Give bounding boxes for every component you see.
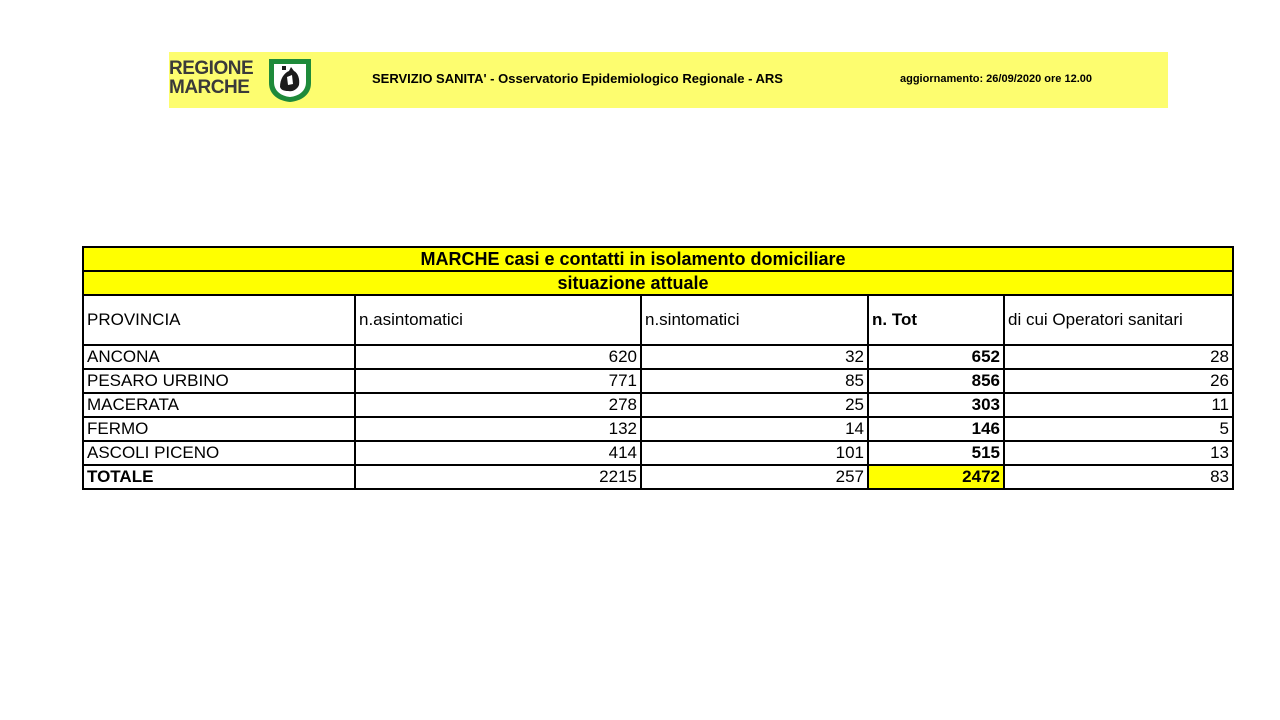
cell-tot: 303 xyxy=(868,393,1004,417)
cell-asintomatici: 771 xyxy=(355,369,641,393)
cell-asintomatici: 278 xyxy=(355,393,641,417)
cell-operatori: 13 xyxy=(1004,441,1233,465)
logo-text xyxy=(169,59,253,97)
total-tot: 2472 xyxy=(868,465,1004,489)
cell-tot: 146 xyxy=(868,417,1004,441)
total-sintomatici: 257 xyxy=(641,465,868,489)
header-asintomatici: n.asintomatici xyxy=(355,295,641,345)
table-row xyxy=(83,441,1233,465)
table-subtitle: situazione attuale xyxy=(557,273,709,293)
table-row xyxy=(83,393,1233,417)
table-row xyxy=(83,345,1233,369)
cell-provincia: ANCONA xyxy=(83,345,355,369)
cell-operatori: 26 xyxy=(1004,369,1233,393)
header-sintomatici: n.sintomatici xyxy=(641,295,868,345)
cell-tot: 856 xyxy=(868,369,1004,393)
cell-asintomatici: 132 xyxy=(355,417,641,441)
logo-line-1: REGIONE xyxy=(169,58,254,79)
isolation-table-container xyxy=(82,246,1229,508)
table-row xyxy=(83,369,1233,393)
service-title: SERVIZIO SANITA' - Osservatorio Epidemiologico Regionale - ARS xyxy=(372,71,783,86)
cell-operatori: 5 xyxy=(1004,417,1233,441)
table-total-row xyxy=(83,465,1233,489)
cell-provincia: MACERATA xyxy=(83,393,355,417)
cell-provincia: FERMO xyxy=(83,417,355,441)
regione-marche-logo xyxy=(169,56,315,104)
cell-operatori: 11 xyxy=(1004,393,1233,417)
header-provincia: PROVINCIA xyxy=(83,295,355,345)
table-subtitle-row xyxy=(83,271,1233,295)
cell-tot: 515 xyxy=(868,441,1004,465)
cell-sintomatici: 101 xyxy=(641,441,868,465)
cell-asintomatici: 620 xyxy=(355,345,641,369)
table-title-cell xyxy=(83,247,1233,271)
cell-operatori: 28 xyxy=(1004,345,1233,369)
isolation-table xyxy=(82,246,1234,490)
cell-sintomatici: 25 xyxy=(641,393,868,417)
header-operatori: di cui Operatori sanitari xyxy=(1004,295,1233,345)
table-subtitle-cell xyxy=(83,271,1233,295)
total-label: TOTALE xyxy=(83,465,355,489)
cell-sintomatici: 32 xyxy=(641,345,868,369)
header-banner xyxy=(169,52,1168,108)
cell-provincia: PESARO URBINO xyxy=(83,369,355,393)
total-asintomatici: 2215 xyxy=(355,465,641,489)
logo-line-2: MARCHE xyxy=(169,77,250,98)
cell-sintomatici: 14 xyxy=(641,417,868,441)
cell-tot: 652 xyxy=(868,345,1004,369)
table-header-row xyxy=(83,295,1233,345)
update-timestamp: aggiornamento: 26/09/2020 ore 12.00 xyxy=(900,73,1092,85)
header-tot: n. Tot xyxy=(868,295,1004,345)
cell-asintomatici: 414 xyxy=(355,441,641,465)
marche-region-emblem-icon xyxy=(267,57,313,103)
cell-sintomatici: 85 xyxy=(641,369,868,393)
table-title: MARCHE casi e contatti in isolamento domiciliare xyxy=(420,249,846,269)
total-operatori: 83 xyxy=(1004,465,1233,489)
table-title-row xyxy=(83,247,1233,271)
table-row xyxy=(83,417,1233,441)
cell-provincia: ASCOLI PICENO xyxy=(83,441,355,465)
